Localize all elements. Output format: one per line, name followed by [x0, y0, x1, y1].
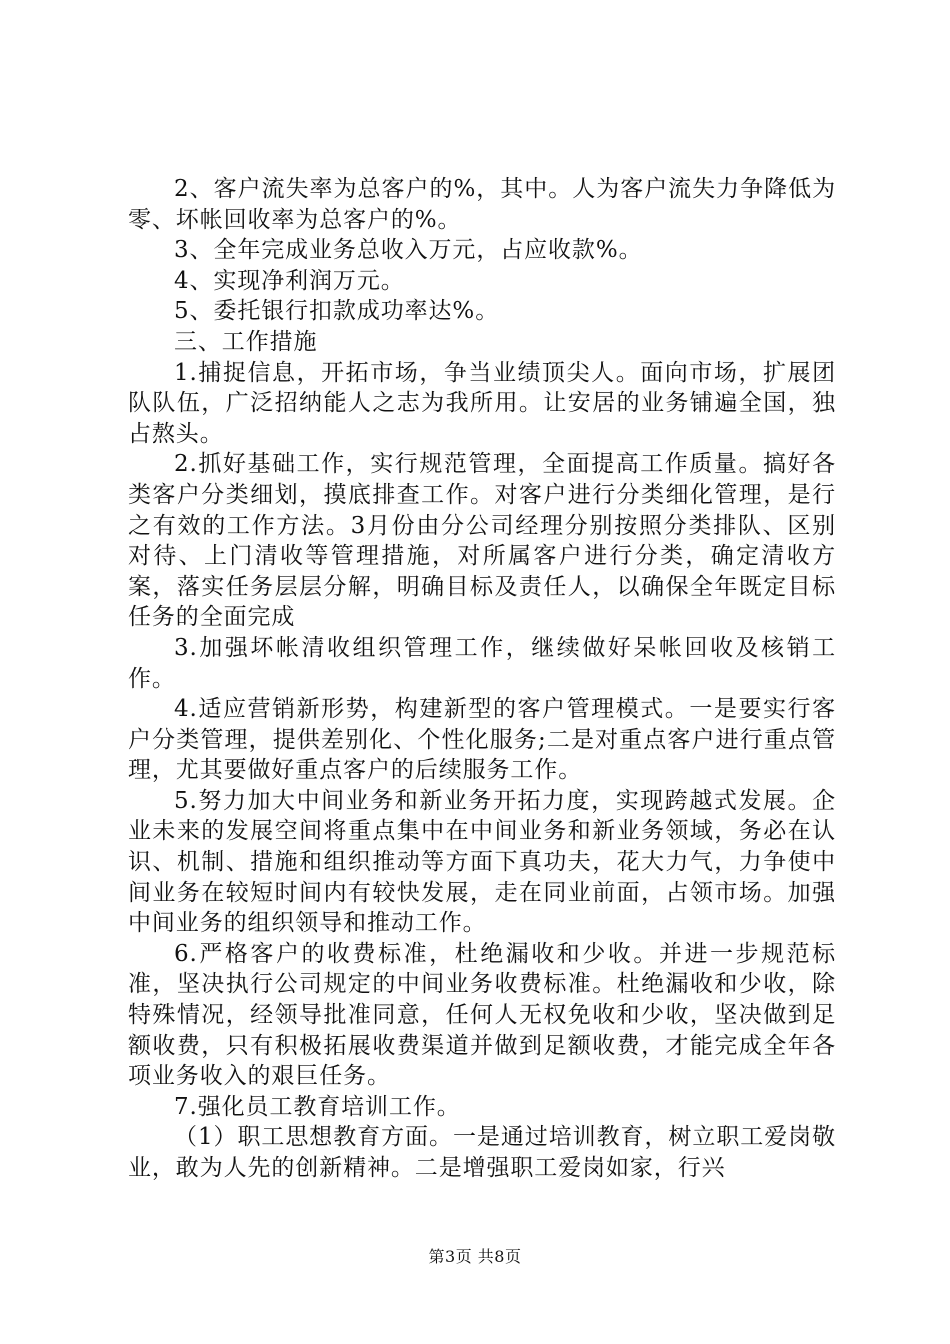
document-body: [128, 174, 836, 1184]
paragraph-measure-3: 3.加强坏帐清收组织管理工作，继续做好呆帐回收及核销工作。: [128, 634, 836, 692]
paragraph-measure-7: 7.强化员工教育培训工作。: [174, 1093, 461, 1120]
page-footer: 第3页 共8页: [428, 1247, 522, 1266]
section-heading-work-measures: 三、工作措施: [174, 328, 318, 355]
paragraph-goal-5: 5、委托银行扣款成功率达%。: [174, 298, 500, 325]
paragraph-goal-2: 2、客户流失率为总客户的%，其中。人为客户流失力争降低为零、坏帐回收率为总客户的%。: [128, 176, 836, 233]
paragraph-measure-5: 5.努力加大中间业务和新业务开拓力度，实现跨越式发展。企业未来的发展空间将重点集中在中间业务和新业务领域，务必在认识、机制、措施和组织推动等方面下真功夫，花大力气，力争使中间业务在较短时间内有较快发展，走在同业前面，占领市场。加强中间业务的组织领导和推动工作。: [128, 787, 836, 937]
paragraph-measure-2: 2.抓好基础工作，实行规范管理，全面提高工作质量。搞好各类客户分类细划，摸底排查工作。对客户进行分类细化管理，是行之有效的工作方法。3月份由分公司经理分别按照分类排队、区别对待、上门清收等管理措施，对所属客户进行分类，确定清收方案，落实任务层层分解，明确目标及责任人，以确保全年既定目标任务的全面完成: [128, 451, 836, 631]
paragraph-goal-4: 4、实现净利润万元。: [174, 267, 405, 294]
paragraph-goal-3: 3、全年完成业务总收入万元，占应收款%。: [174, 237, 643, 264]
paragraph-measure-1: 1.捕捉信息，开拓市场，争当业绩顶尖人。面向市场，扩展团队队伍，广泛招纳能人之志为我所用。让安居的业务铺遍全国，独占熬头。: [128, 359, 836, 447]
paragraph-measure-7-1: （1）职工思想教育方面。一是通过培训教育，树立职工爱岗敬业，敢为人先的创新精神。二是增强职工爱岗如家，行兴: [128, 1124, 836, 1181]
paragraph-measure-4: 4.适应营销新形势，构建新型的客户管理模式。一是要实行客户分类管理，提供差别化、个性化服务;二是对重点客户进行重点管理，尤其要做好重点客户的后续服务工作。: [128, 696, 836, 784]
paragraph-measure-6: 6.严格客户的收费标准，杜绝漏收和少收。并进一步规范标准，坚决执行公司规定的中间业务收费标准。杜绝漏收和少收，除特殊情况，经领导批准同意，任何人无权免收和少收，坚决做到足额收费，只有积极拓展收费渠道并做到足额收费，才能完成全年各项业务收入的艰巨任务。: [128, 940, 836, 1090]
